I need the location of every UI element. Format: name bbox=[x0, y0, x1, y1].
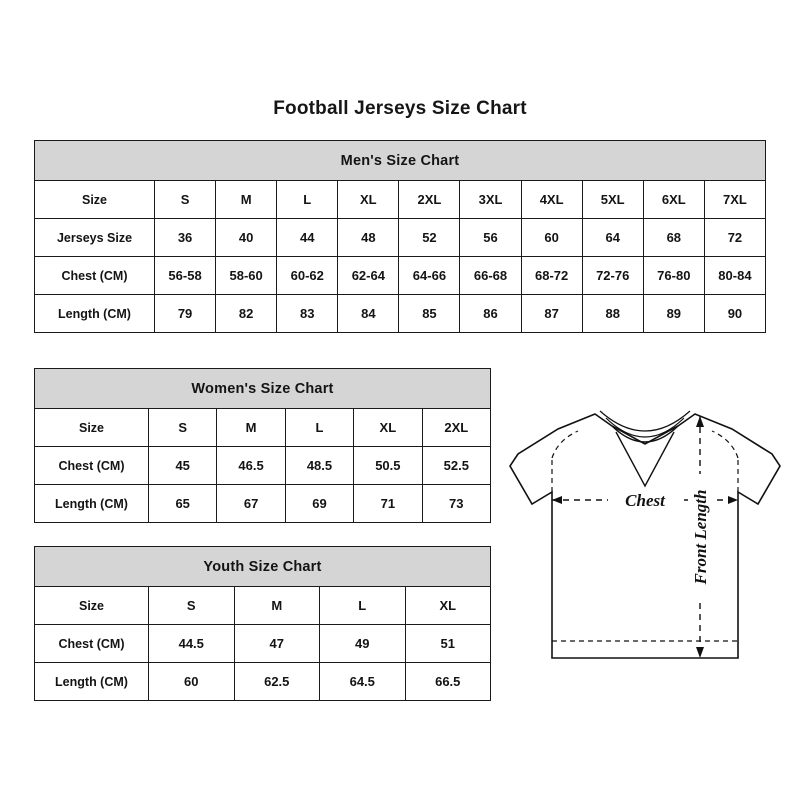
table-row bbox=[35, 219, 766, 257]
collar-outer bbox=[612, 426, 678, 442]
jersey-outline bbox=[510, 414, 780, 658]
table-caption-row bbox=[35, 369, 491, 409]
table-cell: 62.5 bbox=[234, 663, 320, 701]
table-caption-row bbox=[35, 141, 766, 181]
table-cell: 86 bbox=[460, 295, 521, 333]
table-cell: M bbox=[234, 587, 320, 625]
right-armhole bbox=[712, 431, 738, 458]
row-label: Chest (CM) bbox=[35, 447, 149, 485]
table-cell: 5XL bbox=[582, 181, 643, 219]
table-cell: L bbox=[320, 587, 406, 625]
table-cell: 66.5 bbox=[405, 663, 491, 701]
table-cell: 4XL bbox=[521, 181, 582, 219]
table-cell: 88 bbox=[582, 295, 643, 333]
womens-size-table bbox=[34, 368, 491, 523]
table-cell: 48 bbox=[338, 219, 399, 257]
table-cell: 58-60 bbox=[216, 257, 277, 295]
row-label: Chest (CM) bbox=[35, 625, 149, 663]
table-cell: 82 bbox=[216, 295, 277, 333]
table-cell: S bbox=[149, 587, 235, 625]
table-row bbox=[35, 447, 491, 485]
table-cell: 44 bbox=[277, 219, 338, 257]
row-label: Chest (CM) bbox=[35, 257, 155, 295]
table-cell: 48.5 bbox=[285, 447, 353, 485]
table-cell: 72-76 bbox=[582, 257, 643, 295]
table-cell: 71 bbox=[354, 485, 422, 523]
table-cell: 60-62 bbox=[277, 257, 338, 295]
table-cell: 62-64 bbox=[338, 257, 399, 295]
mens-caption: Men's Size Chart bbox=[35, 141, 766, 181]
table-cell: 79 bbox=[155, 295, 216, 333]
table-cell: 72 bbox=[704, 219, 765, 257]
table-cell: 64.5 bbox=[320, 663, 406, 701]
row-label: Length (CM) bbox=[35, 485, 149, 523]
table-cell: 76-80 bbox=[643, 257, 704, 295]
table-cell: 66-68 bbox=[460, 257, 521, 295]
table-cell: 50.5 bbox=[354, 447, 422, 485]
table-cell: S bbox=[149, 409, 217, 447]
youth-caption: Youth Size Chart bbox=[35, 547, 491, 587]
chest-arrow-right bbox=[728, 496, 738, 504]
table-cell: 52 bbox=[399, 219, 460, 257]
youth-size-chart bbox=[34, 546, 491, 701]
table-row bbox=[35, 485, 491, 523]
table-cell: XL bbox=[405, 587, 491, 625]
table-row bbox=[35, 257, 766, 295]
v-neck-line bbox=[616, 432, 674, 486]
youth-size-table bbox=[34, 546, 491, 701]
table-cell: 83 bbox=[277, 295, 338, 333]
table-cell: L bbox=[277, 181, 338, 219]
table-cell: XL bbox=[354, 409, 422, 447]
table-cell: 56 bbox=[460, 219, 521, 257]
table-cell: 47 bbox=[234, 625, 320, 663]
table-row bbox=[35, 295, 766, 333]
table-cell: 60 bbox=[149, 663, 235, 701]
table-row bbox=[35, 409, 491, 447]
table-cell: 36 bbox=[155, 219, 216, 257]
chest-label: Chest bbox=[625, 491, 665, 510]
table-cell: M bbox=[216, 181, 277, 219]
table-cell: 87 bbox=[521, 295, 582, 333]
table-cell: 51 bbox=[405, 625, 491, 663]
table-cell: 68 bbox=[643, 219, 704, 257]
page-title: Football Jerseys Size Chart bbox=[273, 98, 527, 119]
table-row bbox=[35, 625, 491, 663]
row-label: Jerseys Size bbox=[35, 219, 155, 257]
mens-size-chart bbox=[34, 140, 766, 333]
table-cell: XL bbox=[338, 181, 399, 219]
womens-size-chart bbox=[34, 368, 491, 523]
table-cell: M bbox=[217, 409, 285, 447]
row-label: Size bbox=[35, 587, 149, 625]
table-cell: 6XL bbox=[643, 181, 704, 219]
table-cell: 44.5 bbox=[149, 625, 235, 663]
table-cell: 90 bbox=[704, 295, 765, 333]
row-label: Length (CM) bbox=[35, 295, 155, 333]
table-cell: 52.5 bbox=[422, 447, 490, 485]
chest-arrow-left bbox=[552, 496, 562, 504]
table-cell: 65 bbox=[149, 485, 217, 523]
table-cell: 40 bbox=[216, 219, 277, 257]
left-armhole bbox=[552, 431, 578, 458]
table-cell: 3XL bbox=[460, 181, 521, 219]
table-cell: 2XL bbox=[399, 181, 460, 219]
table-cell: 49 bbox=[320, 625, 406, 663]
table-cell: 45 bbox=[149, 447, 217, 485]
table-cell: 67 bbox=[217, 485, 285, 523]
jersey-measurement-diagram bbox=[500, 396, 790, 696]
mens-size-table bbox=[34, 140, 766, 333]
table-cell: L bbox=[285, 409, 353, 447]
table-cell: 7XL bbox=[704, 181, 765, 219]
table-cell: 46.5 bbox=[217, 447, 285, 485]
table-cell: 64-66 bbox=[399, 257, 460, 295]
front-length-label: Front Length bbox=[691, 489, 710, 585]
table-cell: 85 bbox=[399, 295, 460, 333]
row-label: Size bbox=[35, 409, 149, 447]
table-row bbox=[35, 663, 491, 701]
table-cell: 73 bbox=[422, 485, 490, 523]
table-cell: 60 bbox=[521, 219, 582, 257]
table-caption-row bbox=[35, 547, 491, 587]
table-cell: 68-72 bbox=[521, 257, 582, 295]
table-cell: S bbox=[155, 181, 216, 219]
table-cell: 69 bbox=[285, 485, 353, 523]
table-cell: 89 bbox=[643, 295, 704, 333]
row-label: Size bbox=[35, 181, 155, 219]
row-label: Length (CM) bbox=[35, 663, 149, 701]
length-arrow-bottom bbox=[696, 647, 704, 658]
table-cell: 2XL bbox=[422, 409, 490, 447]
table-row bbox=[35, 181, 766, 219]
table-cell: 64 bbox=[582, 219, 643, 257]
table-cell: 84 bbox=[338, 295, 399, 333]
womens-caption: Women's Size Chart bbox=[35, 369, 491, 409]
table-row bbox=[35, 587, 491, 625]
table-cell: 56-58 bbox=[155, 257, 216, 295]
table-cell: 80-84 bbox=[704, 257, 765, 295]
